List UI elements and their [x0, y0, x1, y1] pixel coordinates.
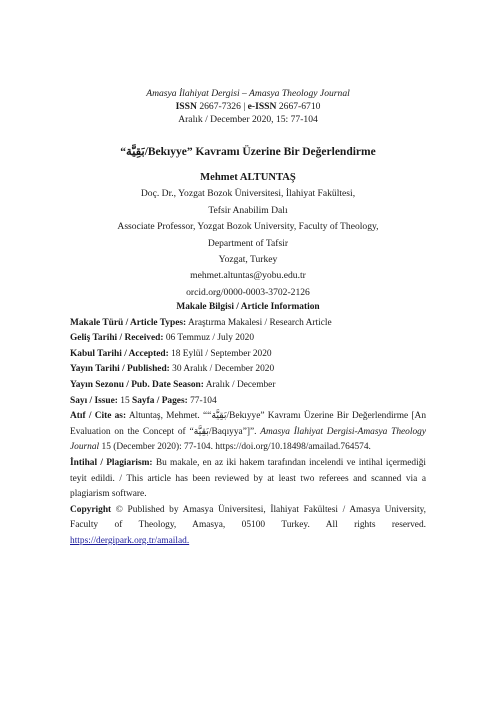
field-value: 77-104: [190, 395, 217, 406]
issue-line: Aralık / December 2020, 15: 77-104: [178, 114, 318, 125]
eissn-label: e-ISSN: [247, 101, 277, 112]
copyright-text: © Published by Amasya Üniversitesi, İlahiyat Fakültesi / Amasya University, Faculty of Theology, Amasya, 05100 Turkey. All rights reserved.: [70, 504, 426, 531]
author-name: Mehmet ALTUNTAŞ: [200, 172, 296, 183]
info-citation: [70, 409, 426, 456]
issn-separator: |: [243, 101, 246, 112]
field-label: Yayın Sezonu / Pub. Date Season:: [70, 379, 204, 390]
info-issue-pages: [70, 394, 426, 410]
article-info-heading: Makale Bilgisi / Article Information: [176, 302, 320, 312]
author-location: Yozgat, Turkey: [218, 254, 278, 266]
field-value: 06 Temmuz / July 2020: [165, 333, 255, 344]
author-department-tr: Tefsir Anabilim Dalı: [208, 204, 288, 216]
field-label: Kabul Tarihi / Accepted:: [70, 348, 169, 359]
info-received: [70, 331, 426, 347]
author-orcid[interactable]: orcid.org/0000-0003-3702-2126: [186, 286, 310, 298]
article-information: [70, 300, 426, 550]
copyright-label: Copyright: [70, 504, 112, 515]
citation-doi[interactable]: https://doi.org/10.18498/amailad.764574.: [215, 442, 371, 453]
issn-value: 2667-7326: [199, 101, 241, 112]
citation-journal: Amasya İlahiyat Dergisi-Amasya Theology Journal: [70, 426, 426, 453]
field-value: 15: [120, 395, 130, 406]
info-accepted: [70, 347, 426, 363]
author-affiliation-en: Associate Professor, Yozgat Bozok University, Faculty of Theology,: [117, 221, 379, 233]
field-label: Sayı / Issue:: [70, 395, 118, 406]
citation-rest: 15 (December 2020): 77-104.: [101, 442, 213, 453]
field-value: Aralık / December: [205, 379, 276, 390]
field-label: Yayın Tarihi / Published:: [70, 364, 170, 375]
field-value: 30 Aralık / December 2020: [172, 364, 275, 375]
journal-link[interactable]: https://dergipark.org.tr/amailad.: [70, 535, 190, 546]
info-copyright: [70, 503, 426, 550]
field-value: 18 Eylül / September 2020: [171, 348, 272, 359]
author-block: [70, 170, 426, 301]
field-label: Geliş Tarihi / Received:: [70, 333, 164, 344]
article-title: “بَقِيَّة/Bekıyye” Kavramı Üzerine Bir Değerlendirme: [120, 146, 376, 158]
info-published: [70, 362, 426, 378]
journal-header: [70, 87, 426, 126]
journal-name: Amasya İlahiyat Dergisi – Amasya Theology Journal: [146, 88, 350, 99]
info-article-type: [70, 316, 426, 332]
author-affiliation-tr: Doç. Dr., Yozgat Bozok Üniversitesi, İlahiyat Fakültesi,: [140, 188, 356, 200]
issn-label: ISSN: [175, 101, 197, 112]
author-email[interactable]: mehmet.altuntas@yobu.edu.tr: [190, 270, 306, 282]
field-label: Sayfa / Pages:: [132, 395, 188, 406]
issn-line: [70, 100, 426, 113]
info-season: [70, 378, 426, 394]
plagiarism-text: Bu makale, en az iki hakem tarafından incelendi ve intihal içermediği teyit edildi. / This article has been reviewed by at least two referees and scanned via a plagiarism software.: [70, 457, 427, 500]
field-value: Araştırma Makalesi / Research Article: [187, 317, 332, 328]
info-plagiarism: [70, 456, 426, 503]
field-label: Makale Türü / Article Types:: [70, 317, 187, 328]
plagiarism-label: İntihal / Plagiarism:: [70, 457, 153, 468]
author-department-en: Department of Tafsir: [207, 237, 289, 249]
eissn-value: 2667-6710: [278, 101, 321, 112]
citation-text: Altuntaş, Mehmet. ““بَقِيَّة/Bekıyye” Kavramı Üzerine Bir Değerlendirme [An Evaluation on the Concept of “بَقِيَّة/Baqıyya”]”.: [70, 411, 427, 437]
citation-label: Atıf / Cite as:: [70, 411, 127, 422]
